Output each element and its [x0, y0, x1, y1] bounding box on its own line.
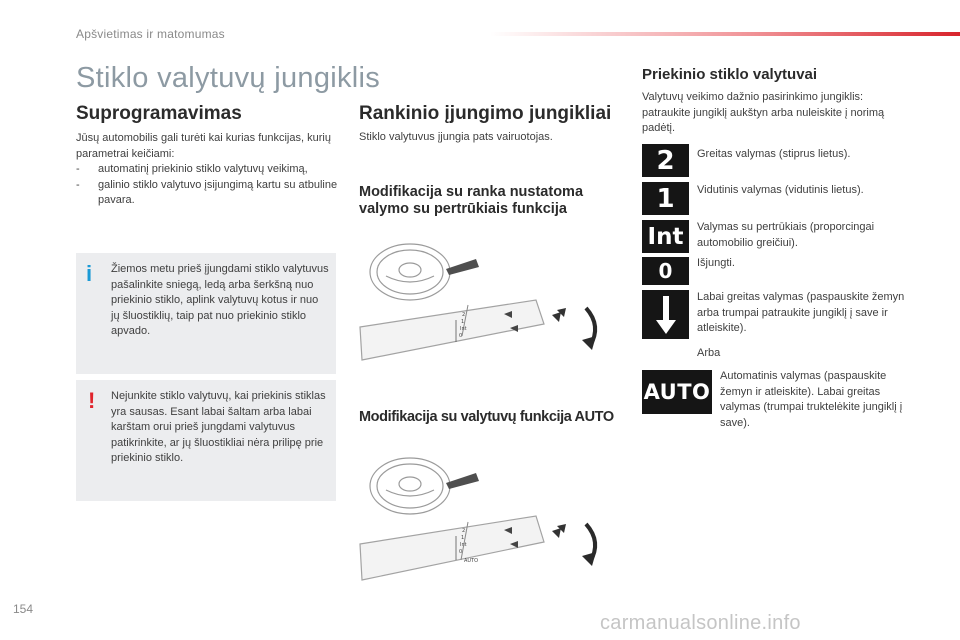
header-accent-bar	[490, 32, 960, 36]
mode-int-icon: Int	[642, 220, 689, 253]
page-title: Stiklo valytuvų jungiklis	[76, 62, 381, 94]
push-arrow-icon	[552, 308, 566, 322]
page-number: 154	[13, 602, 34, 616]
mode-1-text: Vidutinis valymas (vidutinis lietus).	[697, 184, 864, 196]
info-note-text: Žiemos metu prieš įjungdami stiklo valytuvus pašalinkite sniegą, ledą arba šerkšną nuo priekinio stiklo, aplink valytuvų kotus ir nuo jų šluostiklių, taip pat nuo priekinio stiklo apvado.	[111, 263, 329, 337]
push-arrow-icon	[552, 524, 566, 538]
wiper-stalk	[360, 516, 544, 580]
bullet-item: - galinio stiklo valytuvo įsijungimą kartu su atbuline pavara.	[76, 178, 341, 209]
wiper-stalk-illustration-manual	[358, 232, 620, 367]
info-icon: i	[86, 261, 93, 286]
warning-note	[76, 380, 336, 501]
bullet-item: - automatinį priekinio stiklo valytuvų veikimą,	[76, 162, 341, 178]
section-header: Apšvietimas ir matomumas	[76, 27, 225, 41]
stalk-label: 1	[461, 535, 465, 541]
manual-subheading-auto: Modifikacija su valytuvų funkcija AUTO	[359, 409, 614, 425]
or-label: Arba	[697, 347, 721, 359]
stalk-label: Int	[460, 542, 467, 548]
watermark: carmanualsonline.info	[600, 612, 801, 634]
front-wipers-heading: Priekinio stiklo valytuvai	[642, 66, 818, 83]
stalk-label: AUTO	[464, 558, 479, 564]
programming-intro: Jūsų automobilis gali turėti kai kurias funkcijas, kurių parametrai keičiami:	[76, 132, 331, 160]
manual-heading: Rankinio įjungimo jungikliai	[359, 103, 612, 124]
mode-int-text: Valymas su pertrūkiais (proporcingai automobilio greičiui).	[697, 221, 875, 249]
warning-icon: !	[88, 388, 96, 413]
mode-2-icon: 2	[642, 144, 689, 177]
mode-0-icon: 0	[642, 257, 689, 285]
wiper-stalk-illustration-auto	[358, 446, 620, 586]
stalk-label: 0	[459, 333, 463, 339]
auto-mode-icon: AUTO	[642, 370, 712, 414]
stalk-label: 2	[462, 312, 466, 318]
steering-wheel-icon	[370, 458, 450, 514]
manual-text: Stiklo valytuvus įjungia pats vairuotojas.	[359, 131, 553, 143]
stalk-highlight	[446, 473, 479, 489]
warning-note-text: Nejunkite stiklo valytuvų, kai priekinis stiklas yra sausas. Esant labai šaltam arba labai karštam orui prieš jungdami valytuvus patikrinkite, ar jų šluostikliai nėra prilipę prie priekinio stiklo.	[111, 390, 326, 464]
info-note	[76, 253, 336, 374]
auto-mode-text: Automatinis valymas (paspauskite žemyn ir atleiskite). Labai greitas valymas (trumpai truktelėkite jungiklį į save).	[720, 370, 903, 429]
stalk-label: 2	[462, 528, 466, 534]
stalk-label: Int	[460, 326, 467, 332]
stalk-label: 0	[459, 549, 463, 555]
mode-2-text: Greitas valymas (stiprus lietus).	[697, 148, 851, 160]
stalk-highlight	[446, 259, 479, 275]
mode-1-icon: 1	[642, 182, 689, 215]
front-wipers-intro: Valytuvų veikimo dažnio pasirinkimo jungiklis: patraukite jungiklį aukštyn arba nuleiskite į norimą padėtį.	[642, 91, 885, 134]
manual-subheading-interval: Modifikacija su ranka nustatoma valymo su pertrūkiais funkcija	[359, 184, 584, 217]
programming-heading: Suprogramavimas	[76, 103, 242, 124]
mode-0-text: Išjungti.	[697, 257, 735, 269]
arrow-down-icon	[642, 290, 689, 339]
steering-wheel-icon	[370, 244, 450, 300]
mode-fast-text: Labai greitas valymas (paspauskite žemyn arba trumpai patraukite jungiklį į save ir atleiskite).	[697, 291, 905, 334]
stalk-label: 1	[461, 319, 465, 325]
programming-bullets	[76, 162, 341, 209]
